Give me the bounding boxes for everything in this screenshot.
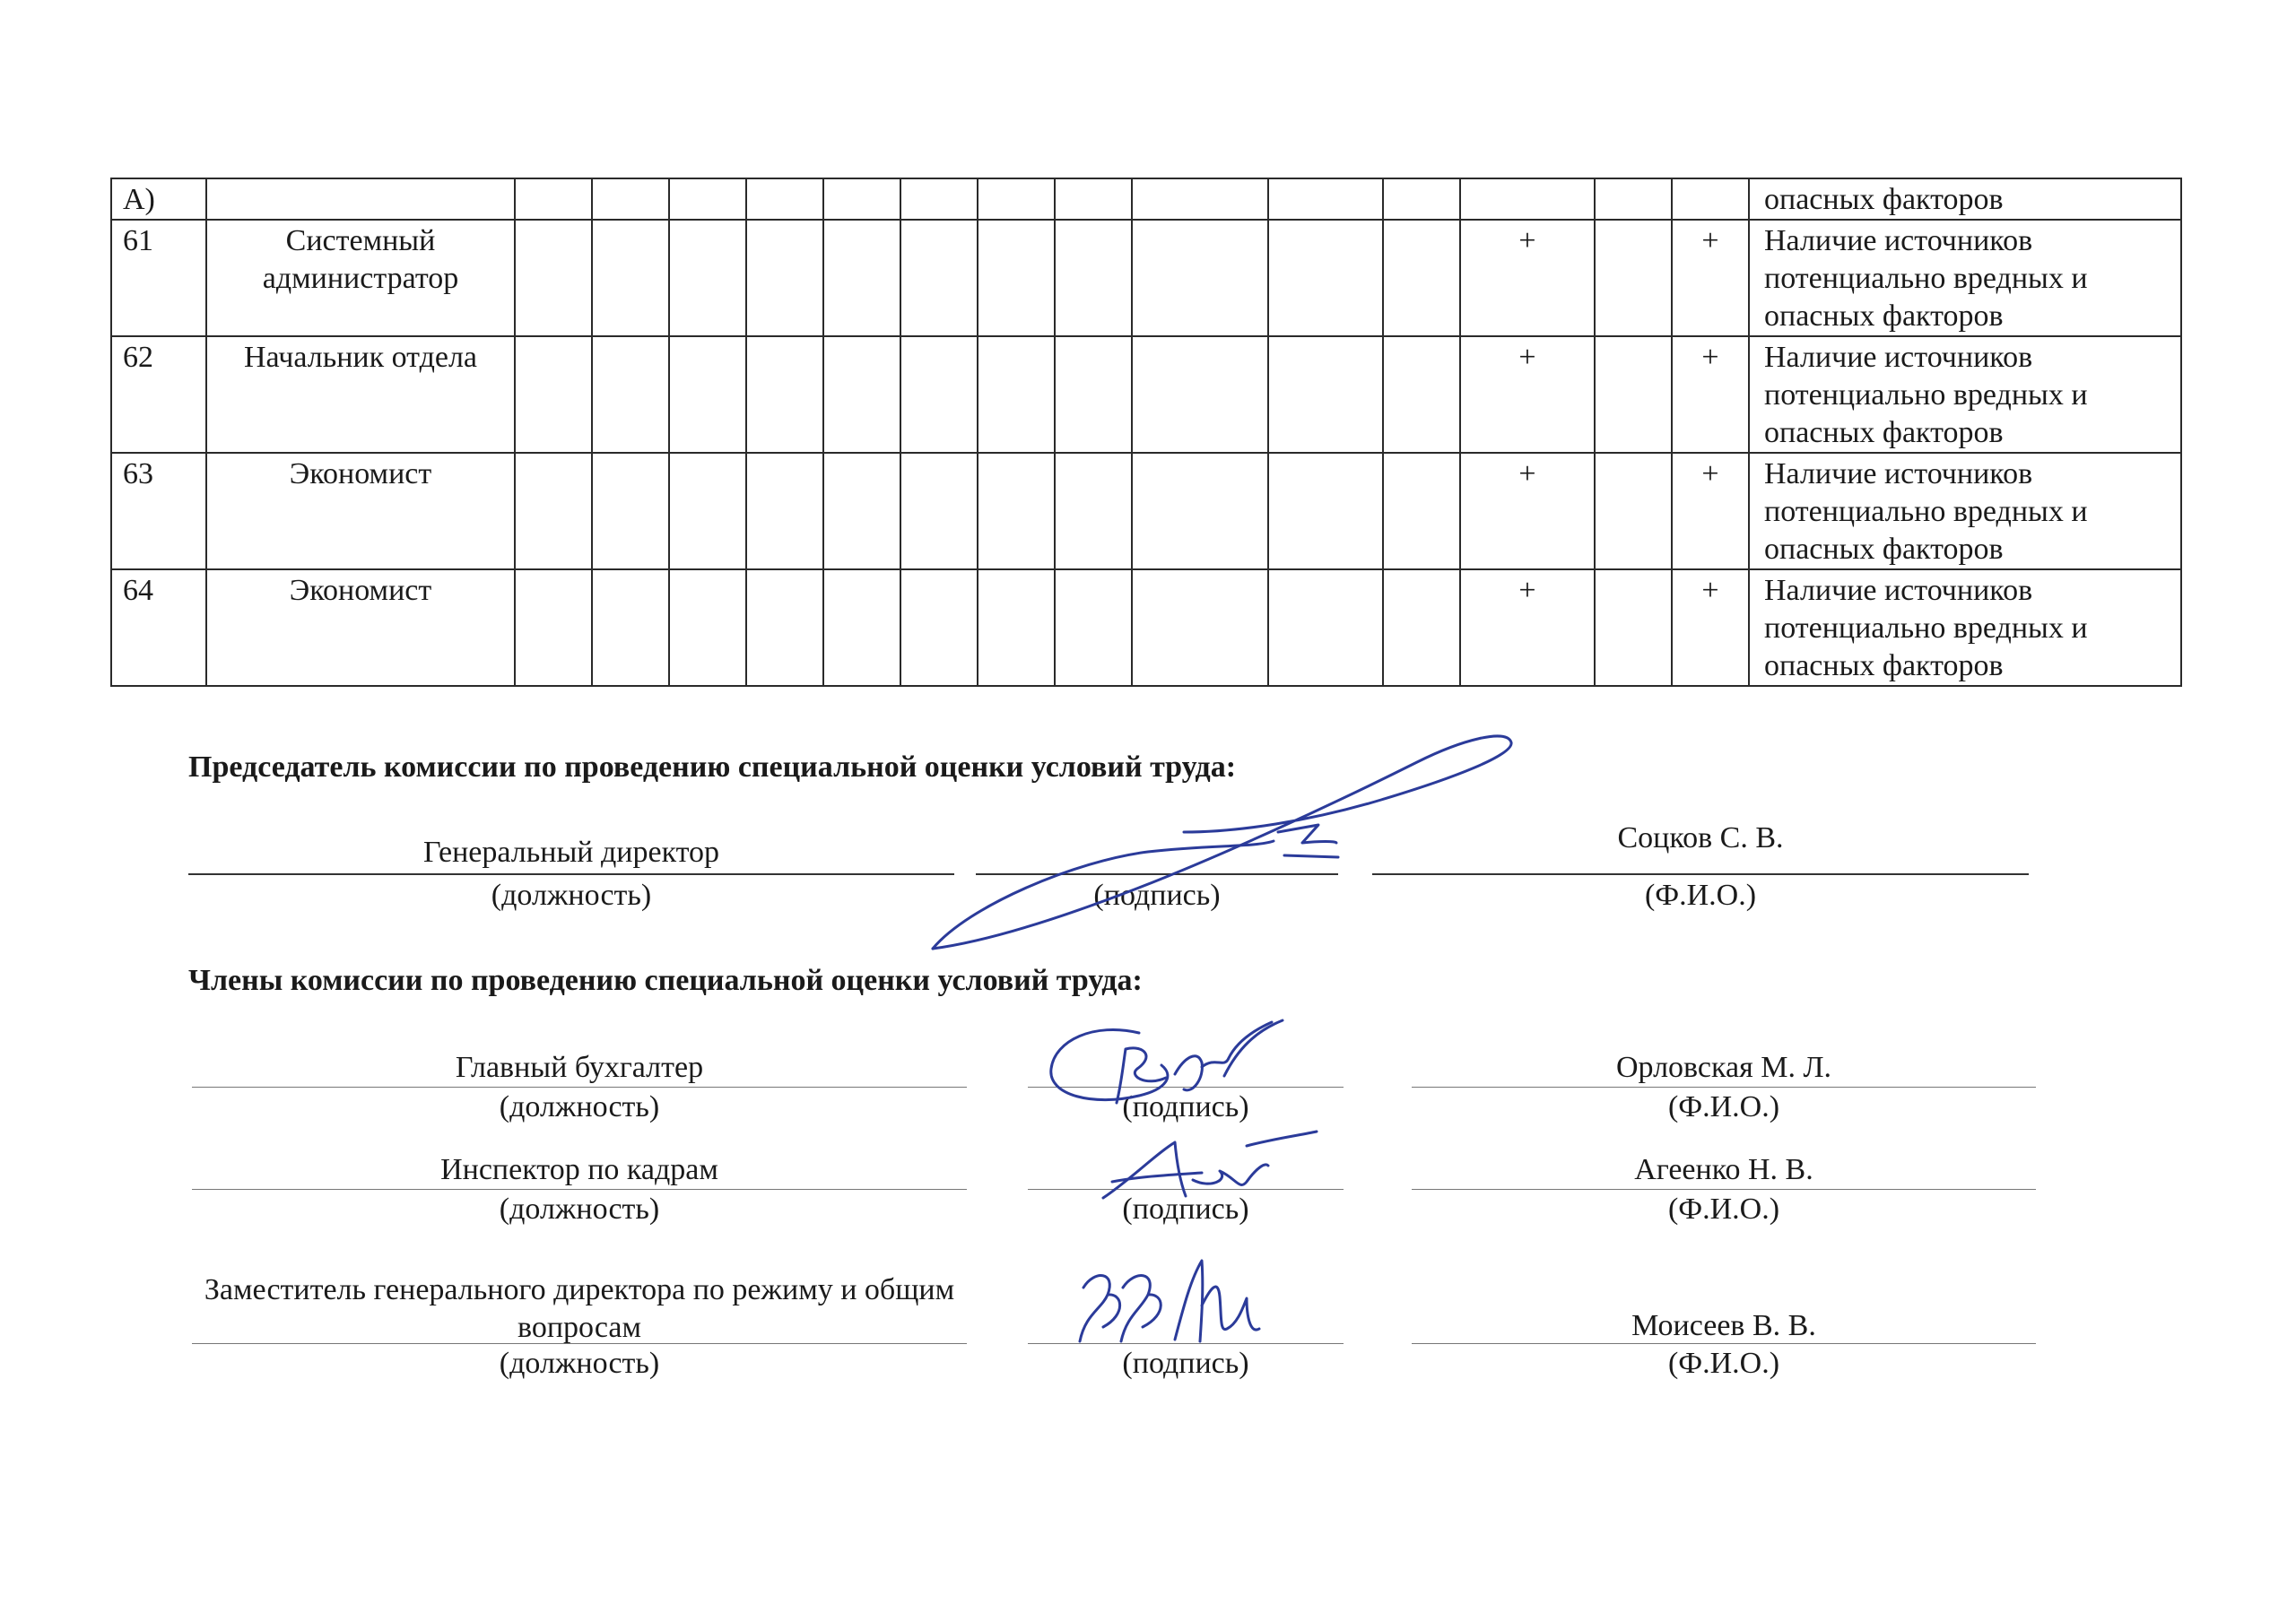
mark-cell: + xyxy=(1460,453,1595,569)
member-1-position-line xyxy=(192,1087,967,1088)
mark-cell: + xyxy=(1672,336,1749,453)
chairman-name: Соцков С. В. xyxy=(1617,821,1784,854)
reason-cell: Наличие источников потенциально вредных и опасных факторов xyxy=(1749,453,2181,569)
table-row xyxy=(111,220,2181,336)
member-2-position-caption: (должность) xyxy=(499,1193,660,1226)
member-3-name-line xyxy=(1412,1343,2036,1344)
mark-cell xyxy=(1672,178,1749,220)
reason-cell: Наличие источников потенциально вредных и опасных факторов xyxy=(1749,569,2181,686)
mark-cell: + xyxy=(1460,336,1595,453)
reason-cell: Наличие источников потенциально вредных и опасных факторов xyxy=(1749,336,2181,453)
member-1-name-caption: (Ф.И.О.) xyxy=(1667,1090,1780,1123)
mark-cell xyxy=(1460,178,1595,220)
row-number: 62 xyxy=(111,336,206,453)
assessment-table xyxy=(110,178,2182,687)
member-3-signature-caption: (подпись) xyxy=(1122,1347,1249,1380)
job-position: Системный администратор xyxy=(206,220,515,336)
member-2-position: Инспектор по кадрам xyxy=(440,1153,718,1186)
member-3-name-caption: (Ф.И.О.) xyxy=(1667,1347,1780,1380)
chairman-position-caption: (должность) xyxy=(491,879,652,912)
row-number: А) xyxy=(111,178,206,220)
chairman-heading: Председатель комиссии по проведению специальной оценки условий труда: xyxy=(188,750,1237,784)
reason-cell: Наличие источников потенциально вредных и опасных факторов xyxy=(1749,220,2181,336)
table-body xyxy=(111,178,2181,686)
row-number: 63 xyxy=(111,453,206,569)
mark-cell: + xyxy=(1672,569,1749,686)
mark-cell: + xyxy=(1672,453,1749,569)
member-1-name: Орловская М. Л. xyxy=(1615,1051,1832,1084)
member-2-name-caption: (Ф.И.О.) xyxy=(1667,1193,1780,1226)
member-1-position: Главный бухгалтер xyxy=(455,1051,704,1084)
table-row xyxy=(111,453,2181,569)
member-2-signature xyxy=(1076,1126,1327,1225)
table-row xyxy=(111,336,2181,453)
member-1-signature-caption: (подпись) xyxy=(1122,1090,1249,1123)
members-heading: Члены комиссии по проведению специальной оценки условий труда: xyxy=(188,964,1143,997)
member-1-name-line xyxy=(1412,1087,2036,1088)
member-3-name: Моисеев В. В. xyxy=(1631,1309,1816,1342)
chairman-signature xyxy=(915,726,1525,959)
job-position: Экономист xyxy=(206,569,515,686)
chairman-position: Генеральный директор xyxy=(422,836,720,869)
row-number: 64 xyxy=(111,569,206,686)
job-position: Экономист xyxy=(206,453,515,569)
member-1-signature xyxy=(1040,1013,1309,1121)
member-1-position-caption: (должность) xyxy=(499,1090,660,1123)
chairman-name-caption: (Ф.И.О.) xyxy=(1644,879,1757,912)
member-3-signature xyxy=(1067,1252,1283,1350)
job-position xyxy=(206,178,515,220)
member-3-position-line xyxy=(192,1343,967,1344)
mark-cell: + xyxy=(1460,569,1595,686)
mark-cell: + xyxy=(1672,220,1749,336)
member-3-position-caption: (должность) xyxy=(499,1347,660,1380)
member-2-position-line xyxy=(192,1189,967,1190)
row-number: 61 xyxy=(111,220,206,336)
table-row xyxy=(111,569,2181,686)
chairman-signature-caption: (подпись) xyxy=(1093,879,1221,912)
member-2-name-line xyxy=(1412,1189,2036,1190)
job-position: Начальник отдела xyxy=(206,336,515,453)
reason-cell: опасных факторов xyxy=(1749,178,2181,220)
mark-cell: + xyxy=(1460,220,1595,336)
member-2-name: Агеенко Н. В. xyxy=(1634,1153,1813,1186)
chairman-position-line xyxy=(188,873,954,875)
member-2-signature-caption: (подпись) xyxy=(1122,1193,1249,1226)
table-row xyxy=(111,178,2181,220)
member-3-position: Заместитель генерального директора по режиму и общим вопросам xyxy=(204,1273,955,1344)
